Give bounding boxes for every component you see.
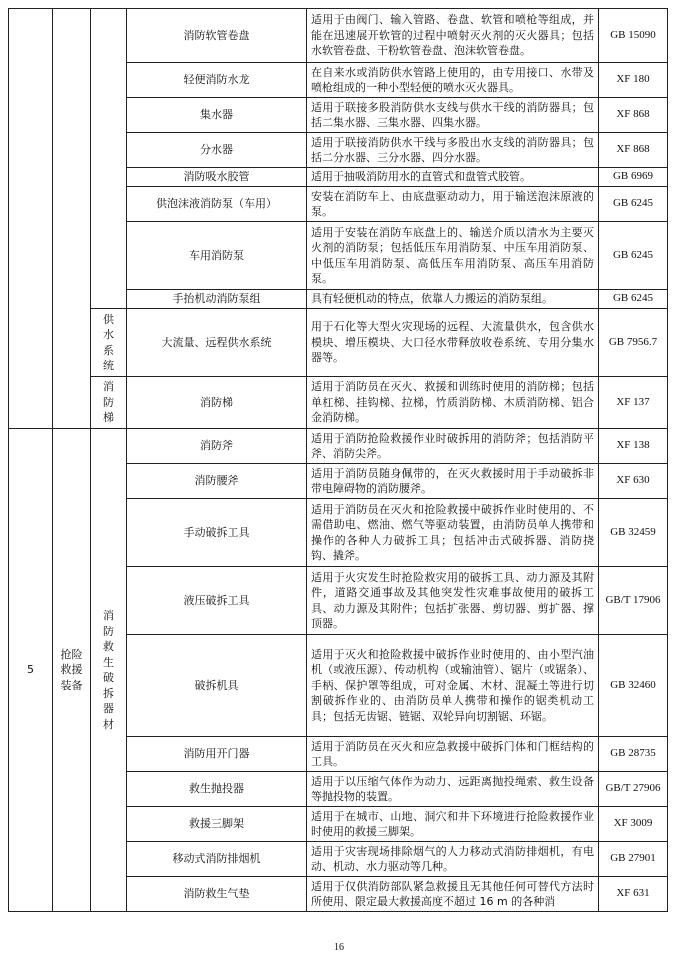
equipment-description: 适用于消防员在灭火和抢险救援中破拆作业时使用的、不需借助电、燃油、燃气等驱动装置，由消防员单人携带和操作的各种人力破拆工具；包括冲击式破拆器、消防挠钩、撬斧。 xyxy=(307,499,599,567)
equipment-name: 消防救生气垫 xyxy=(127,877,307,912)
equipment-description: 适用于抽吸消防用水的直管式和盘管式胶管。 xyxy=(307,168,599,187)
standard-code: GB 28735 xyxy=(599,737,668,772)
standard-code: GB 27901 xyxy=(599,842,668,877)
subcategory-cell xyxy=(91,9,127,309)
equipment-description: 用于石化等大型火灾现场的远程、大流量供水，包含供水模块、增压模块、大口径水带释放收卷系统、专用分集水器等。 xyxy=(307,309,599,377)
table-row xyxy=(9,9,668,63)
equipment-name: 手抬机动消防泵组 xyxy=(127,290,307,309)
table-row xyxy=(9,429,668,464)
equipment-description: 适用于安装在消防车底盘上的、输送介质以清水为主要灭火剂的消防泵；包括低压车用消防泵、中压车用消防泵、中低压车用消防泵、高低压车用消防泵、高压车用消防泵。 xyxy=(307,222,599,290)
equipment-name: 液压破拆工具 xyxy=(127,567,307,635)
equipment-name: 车用消防泵 xyxy=(127,222,307,290)
standard-code: XF 630 xyxy=(599,464,668,499)
equipment-name: 分水器 xyxy=(127,133,307,168)
standard-code: XF 868 xyxy=(599,133,668,168)
standard-code: GB 6245 xyxy=(599,187,668,222)
standard-code: GB 6245 xyxy=(599,290,668,309)
equipment-description: 适用于仅供消防部队紧急救援且无其他任何可替代方法时所使用、限定最大救援高度不超过 16 m 的各种消 xyxy=(307,877,599,912)
table-row xyxy=(9,377,668,429)
equipment-name: 消防梯 xyxy=(127,377,307,429)
subcategory-water-supply: 供水系统 xyxy=(91,309,127,377)
standard-code: GB/T 27906 xyxy=(599,772,668,807)
equipment-name: 消防软管卷盘 xyxy=(127,9,307,63)
equipment-description: 安装在消防车上、由底盘驱动动力，用于输送泡沫原液的泵。 xyxy=(307,187,599,222)
standard-code: GB 7956.7 xyxy=(599,309,668,377)
standard-code: XF 631 xyxy=(599,877,668,912)
equipment-description: 适用于联接消防供水干线与多股出水支线的消防器具；包括二分水器、三分水器、四分水器。 xyxy=(307,133,599,168)
equipment-description: 适用于灾害现场排除烟气的人力移动式消防排烟机，有电动、机动、水力驱动等几种。 xyxy=(307,842,599,877)
equipment-name: 消防腰斧 xyxy=(127,464,307,499)
equipment-description: 适用于以压缩气体作为动力、远距离抛投绳索、救生设备等抛投物的装置。 xyxy=(307,772,599,807)
equipment-name: 轻便消防水龙 xyxy=(127,63,307,98)
equipment-name: 消防吸水胶管 xyxy=(127,168,307,187)
equipment-description: 适用于火灾发生时抢险救灾用的破拆工具、动力源及其附件，道路交通事故及其他突发性灾难事故使用的破拆工具、动力源及其附件；包括扩张器、剪切器、剪扩器、撑顶器。 xyxy=(307,567,599,635)
standard-code: XF 868 xyxy=(599,98,668,133)
standard-code: GB 32459 xyxy=(599,499,668,567)
subcategory-ladder: 消防梯 xyxy=(91,377,127,429)
equipment-name: 破拆机具 xyxy=(127,635,307,737)
equipment-name: 救生抛投器 xyxy=(127,772,307,807)
category-number-cell xyxy=(9,9,53,429)
standards-table xyxy=(8,8,668,912)
equipment-name: 救援三脚架 xyxy=(127,807,307,842)
standard-code: GB/T 17906 xyxy=(599,567,668,635)
standard-code: GB 6969 xyxy=(599,168,668,187)
category-name-cell xyxy=(53,9,91,429)
equipment-description: 适用于消防员随身佩带的，在灭火救援时用于手动破拆非带电障碍物的消防腰斧。 xyxy=(307,464,599,499)
equipment-description: 适用于消防员在灭火和应急救援中破拆门体和门框结构的工具。 xyxy=(307,737,599,772)
table-row xyxy=(9,309,668,377)
standard-code: XF 137 xyxy=(599,377,668,429)
equipment-description: 适用于在城市、山地、洞穴和井下环境进行抢险救援作业时使用的救援三脚架。 xyxy=(307,807,599,842)
equipment-description: 适用于灭火和抢险救援中破拆作业时使用的、由小型汽油机（或液压源）、传动机构（或输油管）、锯片（或锯条）、手柄、保护罩等组成，可对金属、木材、混凝土等进行切割破拆作业的、由消防员单人携带和操作的锯类机动工具；包括无齿锯、链锯、双轮异向切割锯、环锯。 xyxy=(307,635,599,737)
standard-code: XF 3009 xyxy=(599,807,668,842)
equipment-name: 消防用开门器 xyxy=(127,737,307,772)
subcategory-breaking-tools: 消防救生破拆器材 xyxy=(91,429,127,912)
equipment-description: 适用于由阀门、输入管路、卷盘、软管和喷枪等组成，并能在迅速展开软管的过程中喷射灭火剂的灭火器具；包括水软管卷盘、干粉软管卷盘、泡沫软管卷盘。 xyxy=(307,9,599,63)
category-rescue-equipment: 抢险救援装备 xyxy=(53,429,91,912)
equipment-description: 具有轻便机动的特点，依靠人力搬运的消防泵组。 xyxy=(307,290,599,309)
equipment-description: 适用于消防员在灭火、救援和训练时使用的消防梯；包括单杠梯、挂钩梯、拉梯，竹质消防梯、木质消防梯、铝合金消防梯。 xyxy=(307,377,599,429)
equipment-name: 手动破拆工具 xyxy=(127,499,307,567)
standard-code: GB 6245 xyxy=(599,222,668,290)
standard-code: GB 32460 xyxy=(599,635,668,737)
equipment-description: 在自来水或消防供水管路上使用的，由专用接口、水带及喷枪组成的一种小型轻便的喷水灭火器具。 xyxy=(307,63,599,98)
standard-code: XF 138 xyxy=(599,429,668,464)
standard-code: XF 180 xyxy=(599,63,668,98)
equipment-description: 适用于消防抢险救援作业时破拆用的消防斧；包括消防平斧、消防尖斧。 xyxy=(307,429,599,464)
equipment-name: 大流量、远程供水系统 xyxy=(127,309,307,377)
category-number: 5 xyxy=(9,429,53,912)
page-number: 16 xyxy=(334,942,344,953)
standard-code: GB 15090 xyxy=(599,9,668,63)
equipment-name: 移动式消防排烟机 xyxy=(127,842,307,877)
equipment-name: 供泡沫液消防泵（车用） xyxy=(127,187,307,222)
equipment-name: 集水器 xyxy=(127,98,307,133)
equipment-description: 适用于联接多股消防供水支线与供水干线的消防器具；包括二集水器、三集水器、四集水器。 xyxy=(307,98,599,133)
equipment-name: 消防斧 xyxy=(127,429,307,464)
